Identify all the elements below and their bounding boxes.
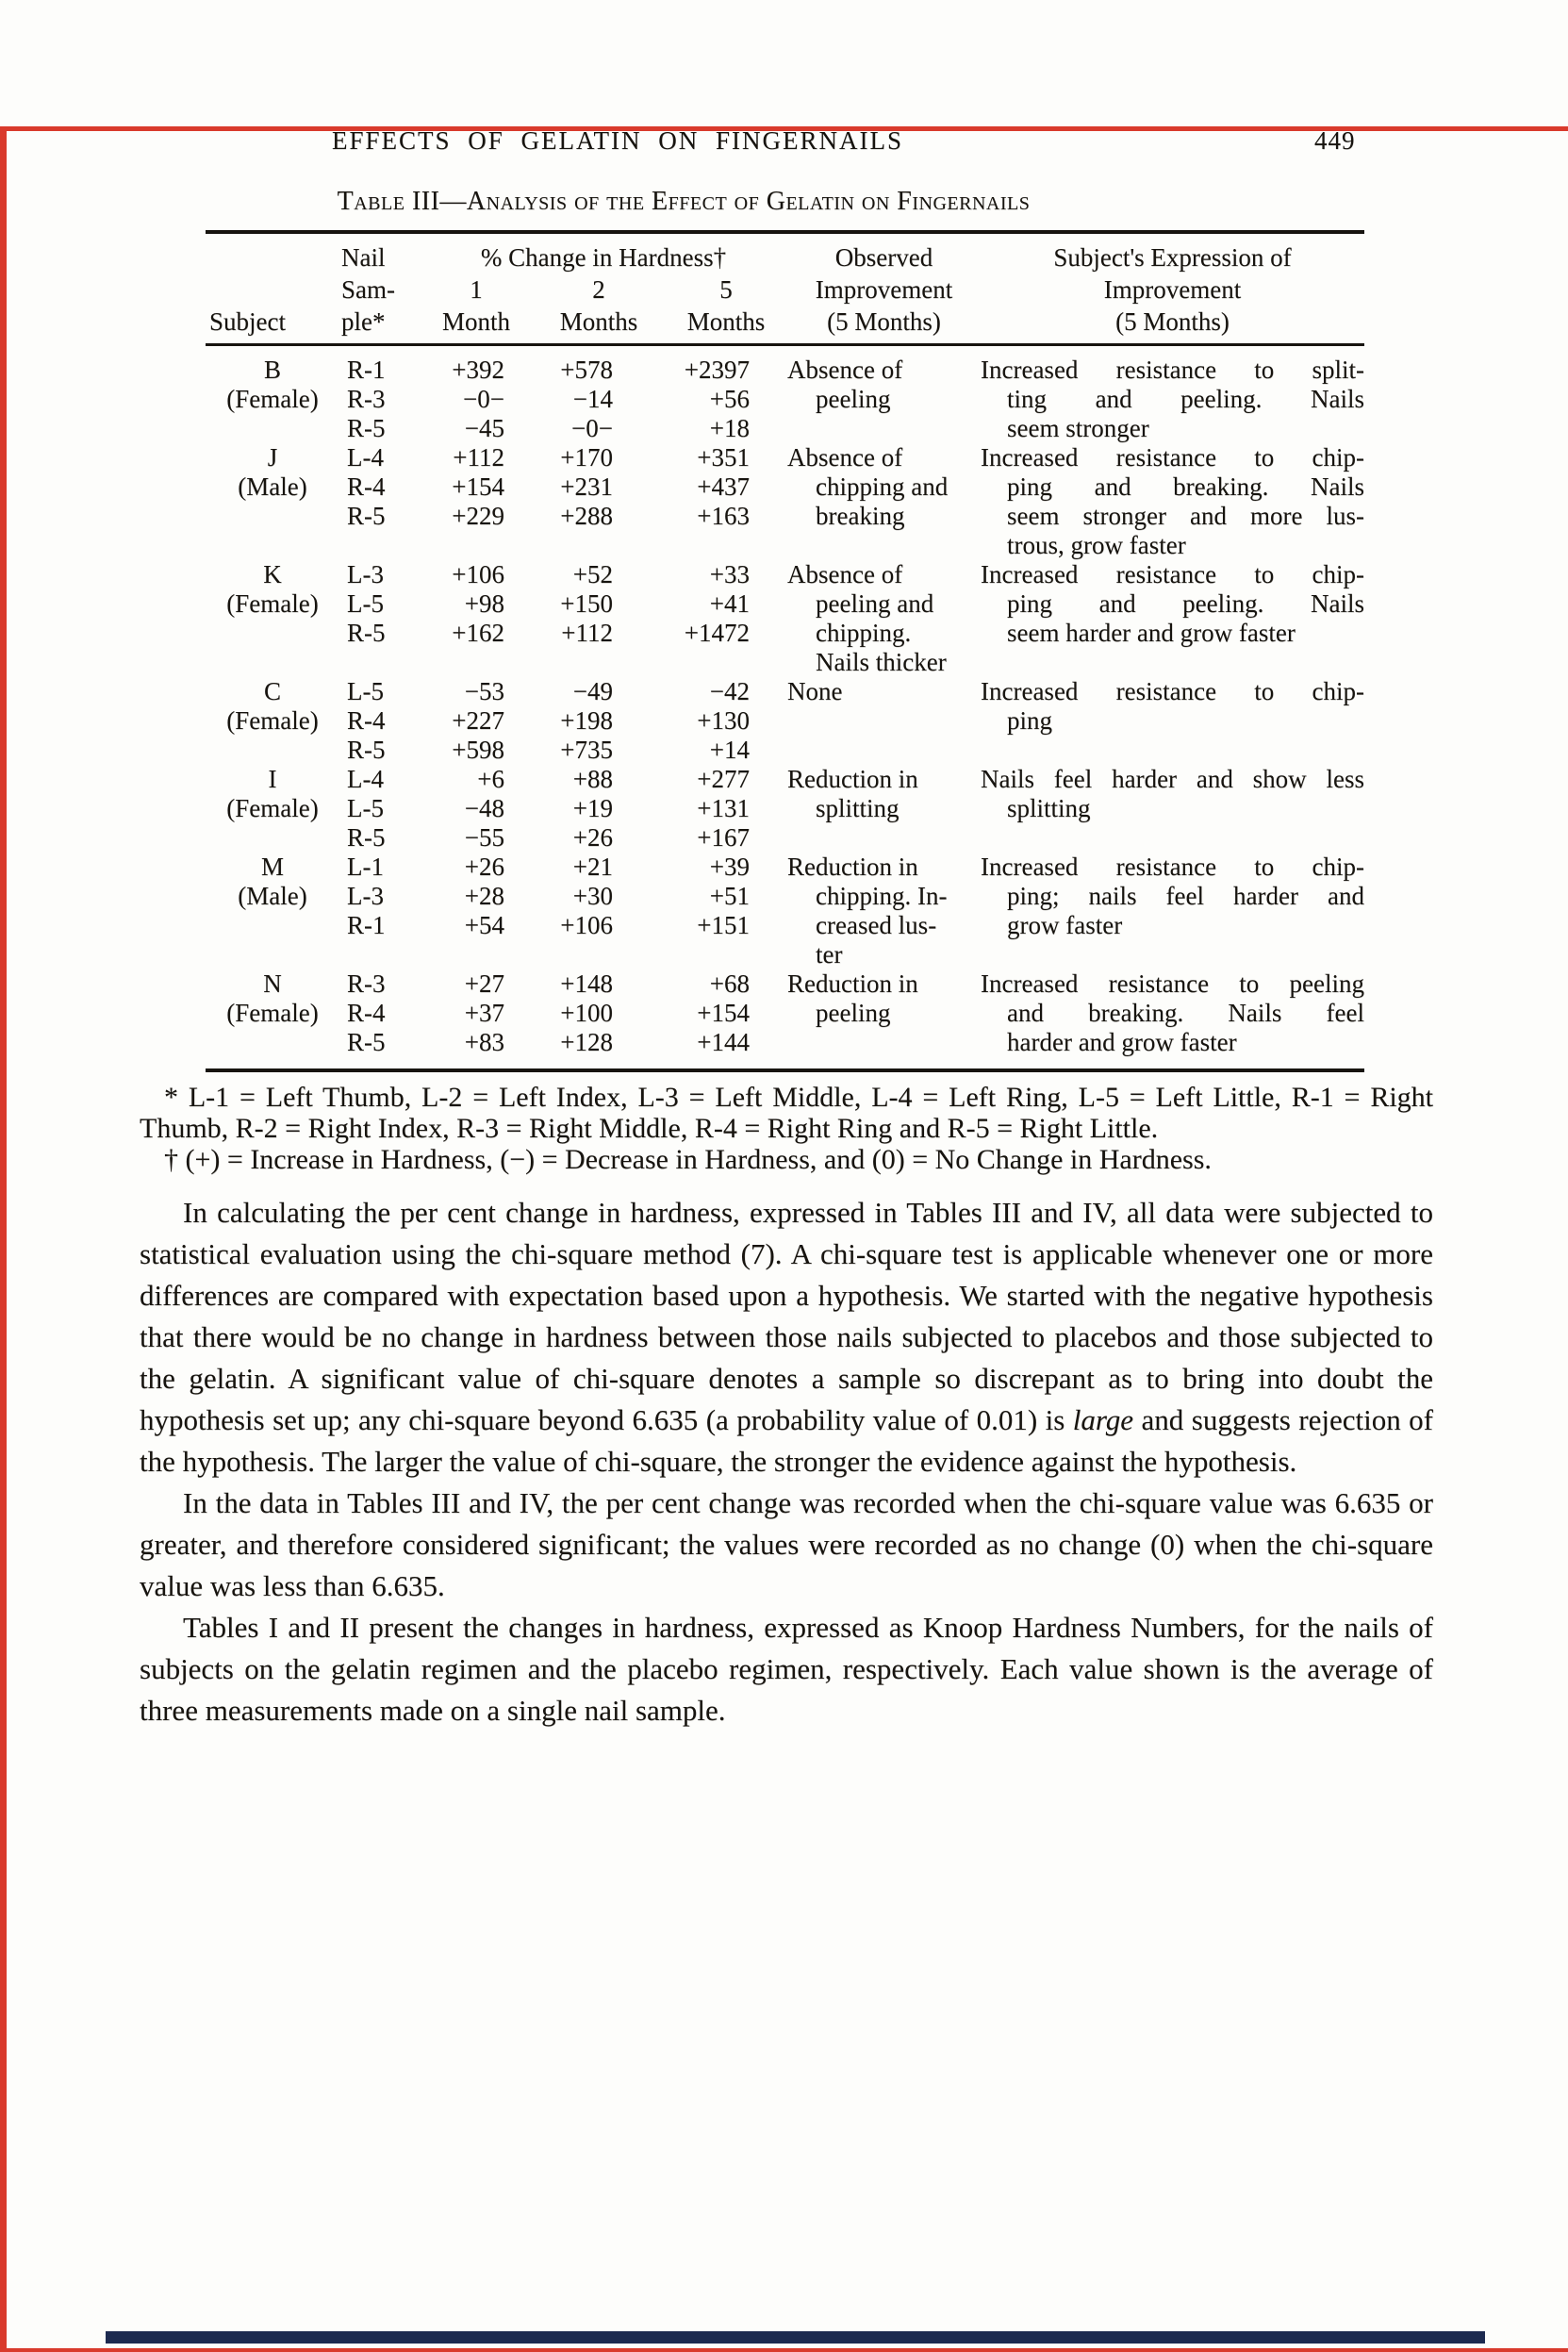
values-2months [533,853,665,969]
nail-sample: R-5 [347,502,386,530]
value-1month: +598 [452,736,504,764]
value-1month: −48 [464,794,504,822]
nail-sample: L-5 [347,589,384,618]
header-pct-change: % Change in Hardness† [480,243,727,272]
subject-letter: C [263,677,281,705]
observed-improvement [787,969,981,1057]
table-title: Table III—Analysis of the Effect of Gelatin on Fingernails [337,187,1031,216]
nail-sample: R-4 [347,472,386,501]
observed-line: Absence of [787,356,903,384]
observed-line: chipping and [816,472,949,501]
table-group [206,677,1364,765]
nail-sample: L-5 [347,677,384,705]
expression-of-improvement [981,560,1364,677]
values-1month [420,560,533,677]
header-expression-2: Improvement [1103,275,1242,304]
expression-of-improvement [981,677,1364,765]
value-2months: +231 [560,472,613,501]
nail-sample-cell [339,853,420,969]
expression-line: ping and peeling. Nails [1007,589,1364,618]
observed-line: breaking [816,502,905,530]
value-5months: +437 [697,472,750,501]
subject-gender: (Female) [226,589,319,618]
table-body [206,346,1364,1068]
value-1month: +162 [452,619,504,647]
value-5months: +130 [697,706,750,735]
nail-sample: R-5 [347,619,386,647]
expression-line: ting and peeling. Nails [1007,385,1364,413]
subject-letter: B [263,356,281,384]
observed-line: peeling [816,385,891,413]
scan-bottom-bar [106,2331,1485,2344]
value-2months: +735 [560,736,613,764]
nail-sample: R-1 [347,356,386,384]
value-5months: +2397 [684,356,750,384]
running-head: EFFECTS OF GELATIN ON FINGERNAILS [332,126,904,155]
value-5months: −42 [709,677,750,705]
value-5months: +41 [709,589,750,618]
nail-sample-cell [339,969,420,1057]
value-5months: +151 [697,911,750,939]
nail-sample: R-5 [347,414,386,442]
nail-sample: R-3 [347,969,386,998]
expression-line: ping and breaking. Nails [1007,472,1364,501]
page-number: 449 [1314,126,1356,155]
expression-line: Increased resistance to chip- [981,677,1364,705]
value-2months: −49 [572,677,613,705]
values-5months [665,765,787,853]
footnote-nail-key: * L-1 = Left Thumb, L-2 = Left Index, L-3 = Left Middle, L-4 = Left Ring, L-5 = Left Little, R-1 = Right Thumb, R-2 = Right Index, R-3 = Right Middle, R-4 = Right Ring and R-5 = Right Little. [140,1082,1433,1144]
subject-gender: (Male) [238,882,307,910]
value-1month: +54 [464,911,504,939]
value-1month: −53 [464,677,504,705]
expression-line: and breaking. Nails feel [1007,999,1364,1027]
expression-line: seem stronger [1007,414,1149,442]
nail-sample: R-5 [347,1028,386,1056]
observed-line: Reduction in [787,969,918,998]
expression-line: seem stronger and more lus- [1007,502,1364,530]
value-2months: +106 [560,911,613,939]
data-table [206,230,1364,1072]
table-group [206,443,1364,560]
expression-line: Increased resistance to chip- [981,443,1364,472]
value-2months: +100 [560,999,613,1027]
subject-cell [206,853,339,969]
subject-letter: M [260,853,284,881]
header-5months-label: Months [686,307,766,336]
header-ple: ple* [341,307,386,336]
values-5months [665,356,787,443]
expression-line: grow faster [1007,911,1123,939]
value-2months: +26 [572,823,613,852]
subject-gender: (Male) [238,472,307,501]
value-2months: +198 [560,706,613,735]
nail-sample: R-4 [347,706,386,735]
observed-line: Reduction in [787,765,918,793]
values-5months [665,443,787,560]
expression-of-improvement [981,853,1364,969]
value-2months: +148 [560,969,613,998]
expression-line: trous, grow faster [1007,531,1186,559]
value-5months: +163 [697,502,750,530]
value-1month: +98 [464,589,504,618]
table-group [206,560,1364,677]
nail-sample: L-3 [347,560,384,588]
table-header [206,234,1364,346]
body-paragraph: In calculating the per cent change in hardness, expressed in Tables III and IV, all data were subjected to statistical evaluation using the chi-square method (7). A chi-square test is applicable whenever one or more differences are compared with expectation based upon a hypothesis. We started with the negative hypothesis that there would be no change in hardness between those nails subjected to placebos and those subjected to the gelatin. A significant value of chi-square denotes a sample so discrepant as to bring into doubt the hypothesis set up; any chi-square beyond 6.635 (a probability value of 0.01) is large and suggests rejection of the hypothesis. The larger the value of chi-square, the stronger the evidence against the hypothesis. [140,1196,1433,1478]
expression-line: ping [1007,706,1053,735]
body-paragraph: Tables I and II present the changes in hardness, expressed as Knoop Hardness Numbers, for the nails of subjects on the gelatin regimen and the placebo regimen, respectively. Each value shown is the average of three measurements made on a single nail sample. [140,1611,1433,1727]
value-1month: +6 [477,765,504,793]
value-1month: +37 [464,999,504,1027]
value-1month: +229 [452,502,504,530]
value-2months: −14 [572,385,613,413]
value-5months: +39 [709,853,750,881]
value-5months: +1472 [684,619,750,647]
expression-line: Increased resistance to peeling [981,969,1364,998]
value-5months: +51 [709,882,750,910]
expression-line: seem harder and grow faster [1007,619,1296,647]
header-2months-label: Months [559,307,638,336]
values-2months [533,677,665,765]
values-2months [533,969,665,1057]
header-1month-num: 1 [470,275,483,304]
nail-sample: R-4 [347,999,386,1027]
value-5months: +33 [709,560,750,588]
table-group [206,853,1364,969]
value-2months: +30 [572,882,613,910]
value-2months: +578 [560,356,613,384]
value-1month: −55 [464,823,504,852]
subject-letter: K [263,560,282,588]
subject-cell [206,356,339,443]
scan-edge-left [0,126,7,2352]
subject-cell [206,560,339,677]
nail-sample: R-1 [347,911,386,939]
value-5months: +351 [697,443,750,472]
values-5months [665,969,787,1057]
table-group [206,969,1364,1057]
header-nail: Nail [341,243,386,272]
observed-improvement [787,765,981,853]
values-1month [420,443,533,560]
table-group [206,356,1364,443]
subject-letter: J [267,443,278,472]
observed-line: Reduction in [787,853,918,881]
observed-improvement [787,677,981,765]
subject-gender: (Female) [226,706,319,735]
footnote-symbol-key: † (+) = Increase in Hardness, (−) = Decrease in Hardness, and (0) = No Change in Hardness. [164,1144,1212,1175]
values-2months [533,356,665,443]
values-1month [420,677,533,765]
observed-line: creased lus- [816,911,937,939]
header-expression-1: Subject's Expression of [1053,243,1292,272]
document-page [0,126,1568,2352]
value-1month: +83 [464,1028,504,1056]
header-sam: Sam- [341,275,395,304]
values-5months [665,853,787,969]
value-2months: +288 [560,502,613,530]
value-5months: +167 [697,823,750,852]
header-observed-3: (5 Months) [827,307,941,336]
subject-cell [206,969,339,1057]
subject-cell [206,677,339,765]
expression-line: Increased resistance to chip- [981,853,1364,881]
body-text [140,1192,1433,1731]
observed-line: None [787,677,843,705]
nail-sample: R-5 [347,736,386,764]
observed-improvement [787,853,981,969]
value-5months: +18 [709,414,750,442]
header-observed-1: Observed [834,243,933,272]
observed-line: Nails thicker [816,648,947,676]
header-observed-2: Improvement [815,275,953,304]
subject-letter: N [263,969,282,998]
observed-line: chipping. [816,619,912,647]
nail-sample-cell [339,677,420,765]
nail-sample: L-4 [347,443,384,472]
observed-improvement [787,560,981,677]
value-1month: +112 [453,443,504,472]
observed-line: chipping. In- [816,882,948,910]
subject-letter: I [268,765,277,793]
observed-line: peeling [816,999,891,1027]
scan-edge-bottom [0,2348,1568,2352]
value-2months: +19 [572,794,613,822]
observed-line: peeling and [816,589,934,618]
nail-sample: R-5 [347,823,386,852]
subject-gender: (Female) [226,794,319,822]
value-1month: +28 [464,882,504,910]
value-5months: +68 [709,969,750,998]
nail-sample-cell [339,560,420,677]
value-1month: +27 [464,969,504,998]
expression-line: Increased resistance to chip- [981,560,1364,588]
values-5months [665,560,787,677]
value-2months: +21 [572,853,613,881]
value-2months: +170 [560,443,613,472]
value-2months: +150 [560,589,613,618]
observed-line: ter [816,940,843,969]
expression-line: harder and grow faster [1007,1028,1237,1056]
nail-sample: L-1 [347,853,384,881]
value-1month: +154 [452,472,504,501]
values-1month [420,765,533,853]
values-2months [533,560,665,677]
observed-line: Absence of [787,443,903,472]
value-2months: +52 [572,560,613,588]
nail-sample-cell [339,356,420,443]
header-2months-num: 2 [592,275,605,304]
observed-line: splitting [816,794,900,822]
values-1month [420,356,533,443]
expression-line: Increased resistance to split- [981,356,1364,384]
value-5months: +154 [697,999,750,1027]
value-5months: +277 [697,765,750,793]
value-2months: −0− [571,414,613,442]
values-2months [533,443,665,560]
value-1month: +106 [452,560,504,588]
value-5months: +144 [697,1028,750,1056]
header-expression-3: (5 Months) [1115,307,1230,336]
expression-of-improvement [981,443,1364,560]
value-1month: −45 [464,414,504,442]
nail-sample: L-5 [347,794,384,822]
observed-improvement [787,356,981,443]
expression-of-improvement [981,356,1364,443]
header-5months-num: 5 [719,275,733,304]
expression-of-improvement [981,969,1364,1057]
expression-line: Nails feel harder and show less [981,765,1364,793]
values-5months [665,677,787,765]
table-footnotes [140,1082,1433,1175]
nail-sample: L-3 [347,882,384,910]
value-5months: +131 [697,794,750,822]
values-2months [533,765,665,853]
subject-gender: (Female) [226,999,319,1027]
subject-cell [206,443,339,560]
nail-sample-cell [339,765,420,853]
header-1month-label: Month [441,307,510,336]
value-2months: +128 [560,1028,613,1056]
value-2months: +88 [572,765,613,793]
value-5months: +14 [709,736,750,764]
value-2months: +112 [561,619,613,647]
nail-sample-cell [339,443,420,560]
value-1month: +26 [464,853,504,881]
values-1month [420,853,533,969]
observed-line: Absence of [787,560,903,588]
expression-of-improvement [981,765,1364,853]
nail-sample: L-4 [347,765,384,793]
header-subject: Subject [209,307,286,336]
subject-cell [206,765,339,853]
subject-gender: (Female) [226,385,319,413]
page-header [0,126,1568,158]
value-1month: +227 [452,706,504,735]
value-5months: +56 [709,385,750,413]
expression-line: ping; nails feel harder and [1007,882,1364,910]
values-1month [420,969,533,1057]
value-1month: +392 [452,356,504,384]
body-paragraph: In the data in Tables III and IV, the per cent change was recorded when the chi-square value was 6.635 or greater, and therefore considered significant; the values were recorded as no change (0) when the chi-square value was less than 6.635. [140,1486,1433,1602]
expression-line: splitting [1007,794,1091,822]
nail-sample: R-3 [347,385,386,413]
observed-improvement [787,443,981,560]
value-1month: −0− [463,385,504,413]
table-group [206,765,1364,853]
